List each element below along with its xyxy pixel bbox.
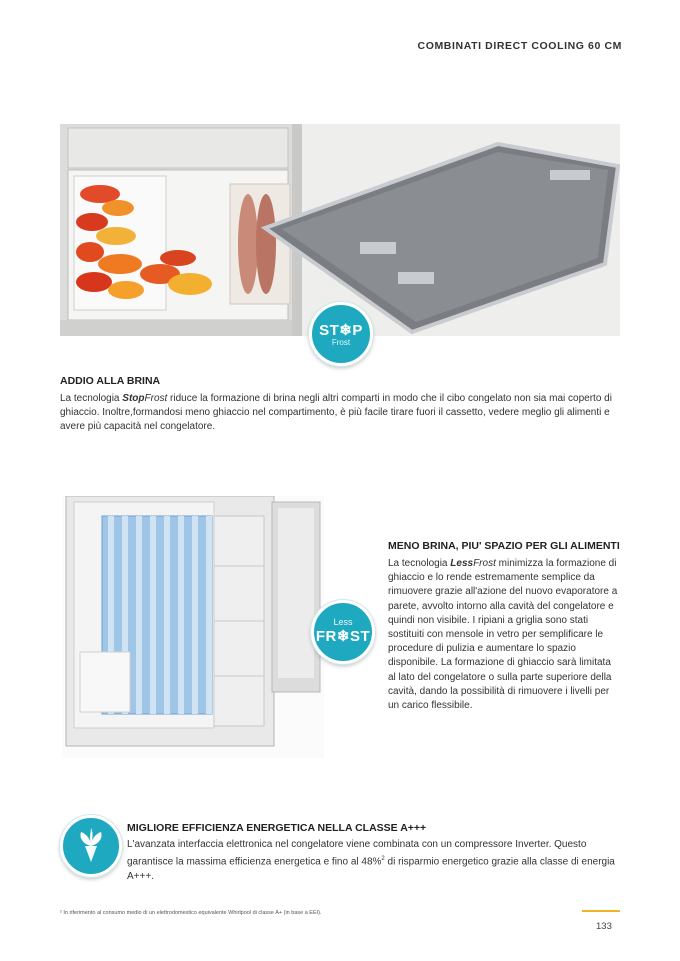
energy-efficiency-icon	[60, 815, 122, 877]
section2-title: MENO BRINA, PIU' SPAZIO PER GLI ALIMENTI	[388, 540, 620, 552]
stopfrost-logo	[309, 302, 373, 366]
footnote: ² In riferimento al consumo medio di un elettrodomestico equivalente Whirlpool di classe A+ (in base a EEI).	[60, 910, 322, 916]
section1-text: La tecnologia StopFrost riduce la formazione di brina negli altri comparti in modo che il cibo congelato non sia mai coperto di ghiaccio. Inoltre,formandosi meno ghiaccio nel compartimento, è più facile tirare fuori il cassetto, vedere meglio gli alimenti e avere più capacità nel congelatore.	[60, 393, 612, 433]
lessfrost-logo-main: FR❄ST	[315, 628, 371, 645]
section3-title: MIGLIORE EFFICIENZA ENERGETICA NELLA CLASSE A+++	[127, 822, 427, 834]
lessfrost-logo-sub: Less	[333, 617, 353, 627]
section3-text: L'avanzata interfaccia elettronica nel congelatore viene combinata con un compressore Inverter. Questo garantisce la massima efficienza energetica e fino al 48%$^2$ di risparmio energetico grazie alla classe di energia A+++.	[127, 839, 615, 882]
page-number-rule	[582, 910, 620, 912]
stopfrost-logo-sub: Frost	[331, 338, 351, 347]
stopfrost-logo-main: ST❄P	[319, 322, 363, 339]
freezer-cavity-image	[62, 496, 324, 758]
section1-title: ADDIO ALLA BRINA	[60, 375, 161, 387]
page-number: 133	[596, 921, 612, 932]
page-header: COMBINATI DIRECT COOLING 60 CM	[417, 40, 622, 52]
lessfrost-logo	[311, 600, 375, 664]
section2-text: La tecnologia LessFrost minimizza la formazione di ghiaccio e lo rende estremamente semplice da rimuovere grazie all'azione del nuovo evaporatore a parete, avvolto intorno alla cavità del congelatore e quindi non visibile. I ripiani a griglia sono stati sostituiti con mensole in vetro per semplificare le procedure di pulizia e aumentare lo spazio disponibile. La formazione di ghiaccio sarà limitata al lato del congelatore o sulla parte superiore della cavità, dando la possibilità di rimuovere i livelli per un carico flessibile.	[388, 558, 618, 712]
